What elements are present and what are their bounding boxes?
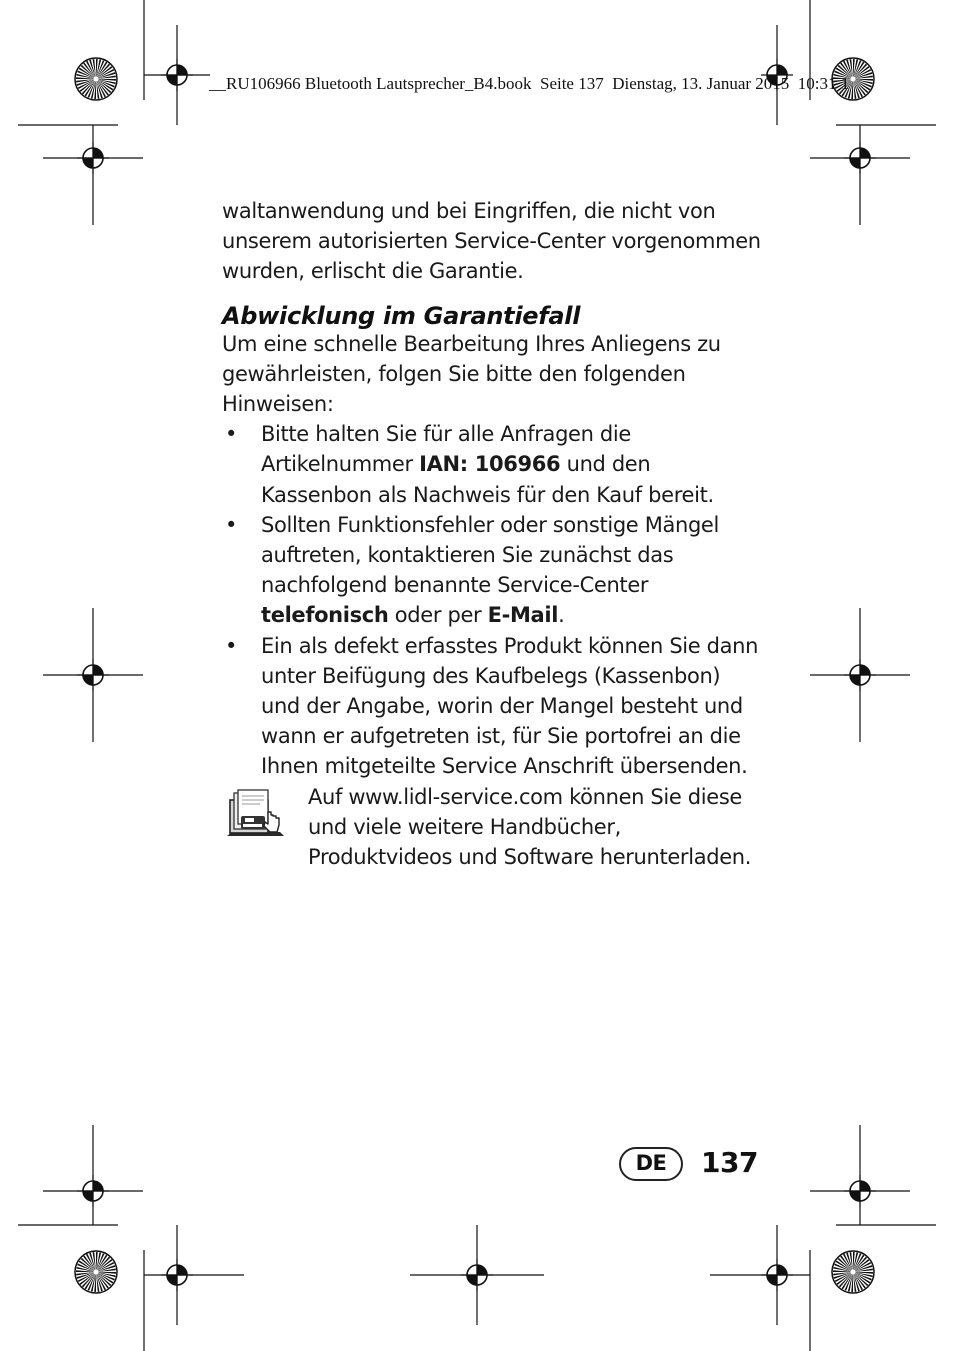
starburst-center	[851, 1270, 856, 1275]
download-note-text: Auf www.lidl-service.com können Sie diese und viele weitere Handbücher, Produktvideos und Software herunterladen.	[308, 784, 752, 870]
bullet-icon: •	[225, 512, 238, 537]
list-item	[222, 419, 762, 510]
list-item-text: Ein als defekt erfasstes Produkt können Sie dann unter Beifügung des Kaufbelegs (Kassenbon) und der Angabe, worin der Mangel besteht und wann er aufgetreten ist, für Sie portofrei an die Ihnen mitgeteilte Service Anschrift übersenden.	[261, 633, 759, 779]
list-item	[222, 510, 762, 631]
page-content	[222, 196, 762, 872]
download-note	[222, 782, 762, 873]
starburst-center	[94, 77, 99, 82]
section-intro-paragraph: Um eine schnelle Bearbeitung Ihres Anliegens zu gewährleisten, folgen Sie bitte den folgenden Hinweisen:	[222, 331, 721, 417]
instruction-list	[222, 419, 762, 781]
list-item-text: .	[558, 603, 565, 628]
starburst-center	[851, 77, 856, 82]
contact-method-email: E-Mail	[487, 603, 559, 628]
list-item	[222, 631, 762, 782]
print-imprint-header: __RU106966 Bluetooth Lautsprecher_B4.book Seite 137 Dienstag, 13. Januar 2015 10:31 1	[209, 74, 850, 93]
page-number: 137	[701, 1146, 758, 1179]
bullet-icon: •	[225, 422, 238, 447]
bullet-icon: •	[225, 633, 238, 658]
list-item-text: Sollten Funktionsfehler oder sonstige Mängel auftreten, kontaktieren Sie zunächst das nachfolgend benannte Service-Center	[261, 512, 719, 598]
list-item-text: oder per	[388, 603, 488, 628]
intro-paragraph: waltanwendung und bei Eingriffen, die nicht von unserem autorisierten Service-Center vorgenommen wurden, erlischt die Garantie.	[222, 199, 761, 284]
section-heading: Abwicklung im Garantiefall	[222, 301, 581, 330]
contact-method-phone: telefonisch	[261, 603, 389, 628]
list-item-text: und den Kassenbon als Nachweis für den Kauf bereit.	[261, 452, 714, 507]
article-number: IAN: 106966	[419, 452, 561, 477]
starburst-center	[94, 1270, 99, 1275]
language-badge: DE	[619, 1147, 683, 1181]
pdf-online-download-icon	[224, 788, 286, 842]
list-item-text: Bitte halten Sie für alle Anfragen die Artikelnummer	[261, 422, 631, 477]
